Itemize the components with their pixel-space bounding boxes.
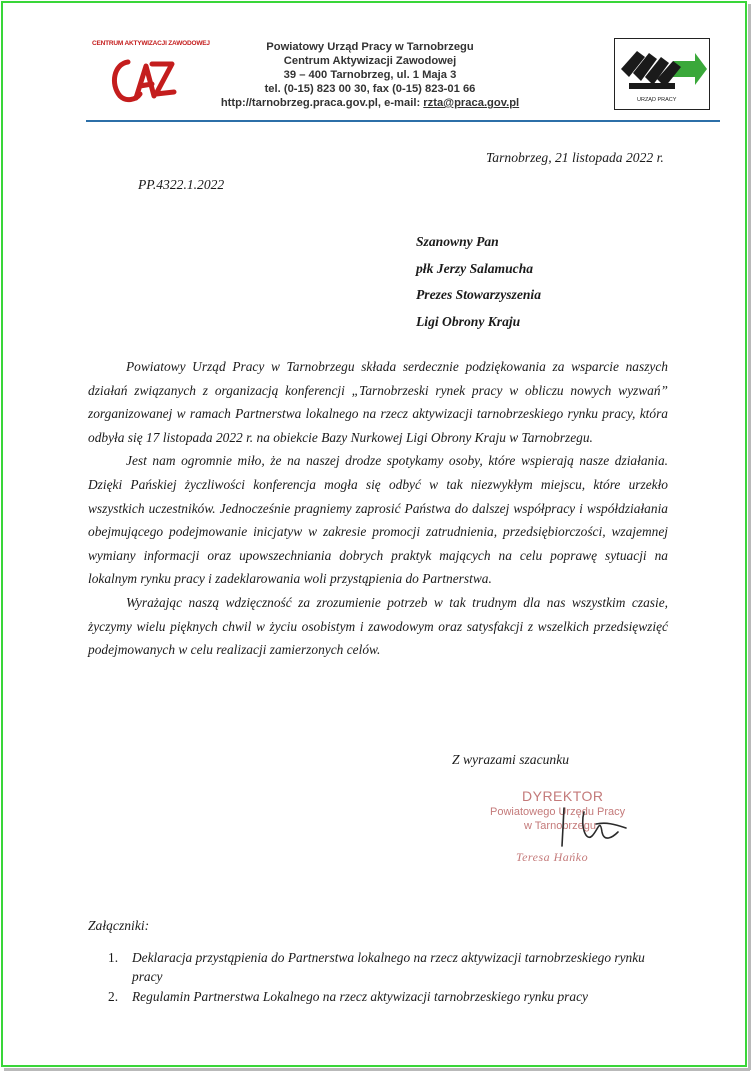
caz-logo xyxy=(92,40,210,110)
caz-logo-caption: CENTRUM AKTYWIZACJI ZAWODOWEJ xyxy=(92,40,210,47)
letter-body xyxy=(88,355,668,662)
header-divider xyxy=(86,120,720,122)
letter-date: Tarnobrzeg, 21 listopada 2022 r. xyxy=(486,150,664,165)
recipient-line: Ligi Obrony Kraju xyxy=(416,313,521,329)
recipient-line: Prezes Stowarzyszenia xyxy=(416,287,541,302)
page-shadow xyxy=(4,1068,750,1071)
recipient-line: Szanowny Pan xyxy=(416,234,499,249)
caz-logo-icon xyxy=(106,50,178,108)
attachment-number: 2. xyxy=(108,989,119,1004)
letterhead xyxy=(210,40,530,110)
reference-number: PP.4322.1.2022 xyxy=(138,177,225,192)
recipient-block xyxy=(416,229,541,335)
urzad-logo-caption: URZĄD PRACY xyxy=(637,97,677,103)
list-item xyxy=(108,948,668,986)
signature-icon xyxy=(526,802,636,852)
recipient-line: płk Jerzy Salamucha xyxy=(416,260,534,276)
org-web-line xyxy=(210,96,530,110)
body-paragraph: Wyrażając naszą wdzięczność za zrozumienie potrzeb w tak trudnym dla nas wszystkim czasie, życzymy wielu pięknych chwil w życiu osobistym i zawodowym oraz satysfakcji z wszelkich przedsięwzięć podejmowanych w celu realizacji zamierzonych celów. xyxy=(88,594,668,658)
org-address: 39 – 400 Tarnobrzeg, ul. 1 Maja 3 xyxy=(283,69,457,81)
attachment-number: 1. xyxy=(108,950,119,965)
attachments-heading: Załączniki: xyxy=(88,918,150,933)
org-name: Powiatowy Urząd Pracy w Tarnobrzegu xyxy=(266,41,474,53)
stamp-city: w Tarnobrzegu xyxy=(524,820,596,832)
stamp-office: Powiatowego Urzędu Pracy xyxy=(490,806,626,818)
stamp-title: DYREKTOR xyxy=(522,788,604,804)
director-stamp xyxy=(486,788,656,878)
org-email[interactable]: rzta@praca.gov.pl xyxy=(423,97,520,109)
closing-phrase: Z wyrazami szacunku xyxy=(452,752,570,767)
urzad-pracy-logo xyxy=(614,38,710,110)
dept-name: Centrum Aktywizacji Zawodowej xyxy=(283,55,457,67)
list-item xyxy=(108,987,668,1006)
org-phone: tel. (0-15) 823 00 30, fax (0-15) 823-01 66 xyxy=(264,83,476,95)
attachment-text: Deklaracja przystąpienia do Partnerstwa lokalnego na rzecz aktywizacji tarnobrzeskiego rynku pracy xyxy=(132,950,645,984)
attachments-list xyxy=(108,948,668,1007)
stamp-name: Teresa Hańko xyxy=(516,850,589,864)
page-shadow-right xyxy=(748,4,751,1070)
org-website[interactable]: http://tarnobrzeg.praca.gov.pl, e-mail: xyxy=(220,97,424,109)
body-paragraph: Powiatowy Urząd Pracy w Tarnobrzegu składa serdecznie podziękowania za wsparcie naszych działań związanych z organizacją konferencji „Tarnobrzeski rynek pracy w obliczu nowych wyzwań” zorganizowanej w ramach Partnerstwa lokalnego na rzecz aktywizacji tarnobrzeskiego rynku pracy, która odbyła się 17 listopada 2022 r. na obiekcie Bazy Nurkowej Ligi Obrony Kraju w Tarnobrzegu. xyxy=(88,359,668,445)
attachment-text: Regulamin Partnerstwa Lokalnego na rzecz aktywizacji tarnobrzeskiego rynku pracy xyxy=(132,989,588,1004)
body-paragraph: Jest nam ogromnie miło, że na naszej drodze spotykamy osoby, które wspierają nasze działania. Dzięki Pańskiej życzliwości konferencja mogła się odbyć w tak niezwykłym miejscu, które urzekło wszystkich uczestników. Jednocześnie pragniemy zaprosić Państwa do dalszej współpracy i współdziałania obejmującego podejmowanie inicjatyw w zakresie promocji zatrudnienia, przedsiębiorczości, wzajemnej wymiany informacji oraz upowszechniania dobrych praktyk mających na celu poprawę sytuacji na lokalnym rynku pracy i zadeklarowania woli przystąpienia do Partnerstwa. xyxy=(88,453,668,587)
